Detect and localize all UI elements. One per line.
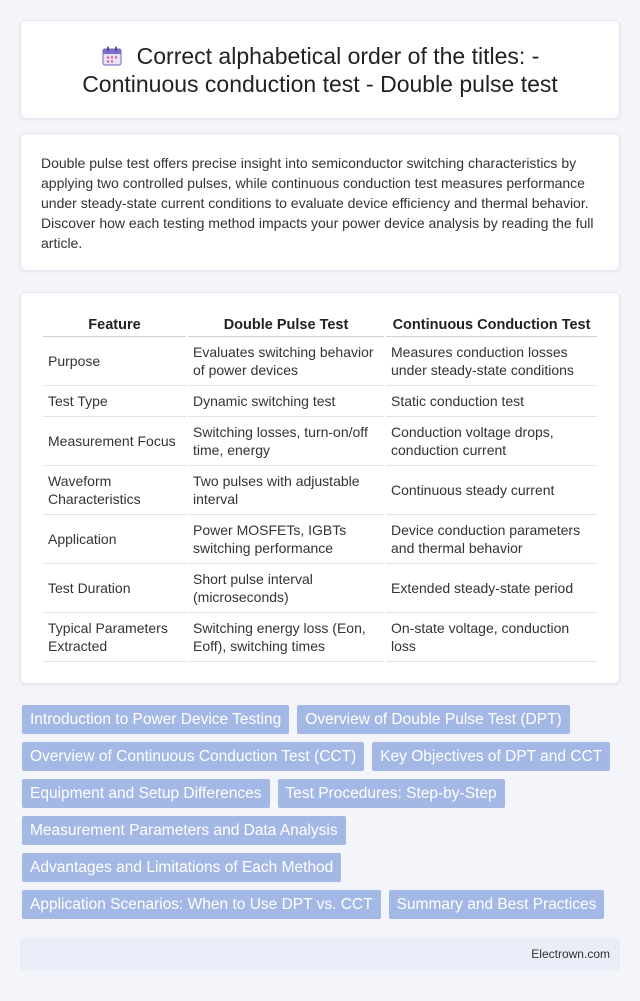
table-row (43, 417, 597, 466)
comparison-table (41, 307, 599, 662)
tag-overview-dpt[interactable]: Overview of Double Pulse Test (DPT) (297, 705, 569, 734)
table-cell-cct: Static conduction test (386, 386, 597, 417)
tag-row (22, 890, 622, 919)
table-cell-cct: Conduction voltage drops, conduction current (386, 417, 597, 466)
tag-row (22, 853, 622, 882)
tag-key-objectives[interactable]: Key Objectives of DPT and CCT (372, 742, 610, 771)
tag-application-scenarios[interactable]: Application Scenarios: When to Use DPT vs. CCT (22, 890, 381, 919)
table-row (43, 613, 597, 662)
table-cell-feature: Typical Parameters Extracted (43, 613, 186, 662)
tag-equipment-setup[interactable]: Equipment and Setup Differences (22, 779, 270, 808)
table-cell-cct: Extended steady-state period (386, 564, 597, 613)
table-cell-dpt: Short pulse interval (microseconds) (188, 564, 384, 613)
table-cell-dpt: Two pulses with adjustable interval (188, 466, 384, 515)
tag-summary[interactable]: Summary and Best Practices (389, 890, 605, 919)
topic-tags (22, 705, 622, 927)
tag-advantages-limitations[interactable]: Advantages and Limitations of Each Method (22, 853, 341, 882)
header-continuous-conduction: Continuous Conduction Test (386, 307, 597, 337)
table-cell-dpt: Switching losses, turn-on/off time, energy (188, 417, 384, 466)
table-row (43, 386, 597, 417)
table-cell-cct: Device conduction parameters and thermal behavior (386, 515, 597, 564)
table-cell-feature: Application (43, 515, 186, 564)
tag-row (22, 742, 622, 771)
table-cell-feature: Test Type (43, 386, 186, 417)
tag-test-procedures[interactable]: Test Procedures: Step-by-Step (278, 779, 505, 808)
header-feature: Feature (43, 307, 186, 337)
header-double-pulse: Double Pulse Test (188, 307, 384, 337)
table-cell-feature: Test Duration (43, 564, 186, 613)
table-row (43, 564, 597, 613)
table-cell-cct: Measures conduction losses under steady-state conditions (386, 337, 597, 386)
calendar-icon (101, 45, 123, 67)
page-title-text: Correct alphabetical order of the titles: - Continuous conduction test - Double pulse test (82, 42, 558, 97)
tag-row (22, 816, 622, 845)
footer-brand[interactable]: Electrown.com (531, 947, 610, 961)
tag-row (22, 779, 622, 808)
table-row (43, 466, 597, 515)
tag-introduction[interactable]: Introduction to Power Device Testing (22, 705, 289, 734)
table-row (43, 337, 597, 386)
table-cell-cct: On-state voltage, conduction loss (386, 613, 597, 662)
title-card (20, 20, 620, 119)
table-cell-dpt: Evaluates switching behavior of power devices (188, 337, 384, 386)
table-cell-dpt: Switching energy loss (Eon, Eoff), switching times (188, 613, 384, 662)
footer (20, 938, 620, 970)
title-container (21, 21, 619, 118)
table-row (43, 515, 597, 564)
page-title (47, 42, 593, 98)
table-cell-dpt: Dynamic switching test (188, 386, 384, 417)
table-cell-feature: Waveform Characteristics (43, 466, 186, 515)
intro-text: Double pulse test offers precise insight into semiconductor switching characteristics by applying two controlled pulses, while continuous conduction test measures performance under steady-state current conditions to evaluate device efficiency and thermal behavior. Discover how each testing method impacts your power device analysis by reading the full article. (41, 155, 594, 251)
table-header-row (43, 307, 597, 337)
tag-measurement-parameters[interactable]: Measurement Parameters and Data Analysis (22, 816, 346, 845)
comparison-table-card (20, 292, 620, 684)
table-cell-feature: Purpose (43, 337, 186, 386)
table-cell-dpt: Power MOSFETs, IGBTs switching performance (188, 515, 384, 564)
table-cell-feature: Measurement Focus (43, 417, 186, 466)
table-cell-cct: Continuous steady current (386, 466, 597, 515)
intro-card (20, 133, 620, 271)
tag-row (22, 705, 622, 734)
tag-overview-cct[interactable]: Overview of Continuous Conduction Test (CCT) (22, 742, 364, 771)
